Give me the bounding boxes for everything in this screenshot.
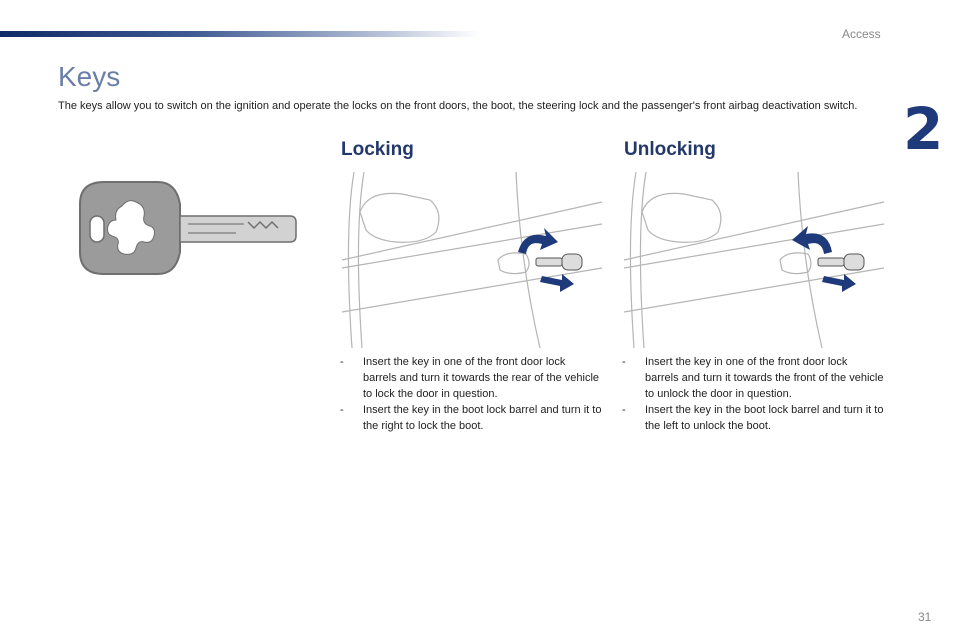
intro-text: The keys allow you to switch on the ignition and operate the locks on the front doors, the boot, the steering lock and the passenger's front airbag deactivation switch. [58,100,858,112]
step-text: Insert the key in the boot lock barrel and turn it to the left to unlock the boot. [645,404,884,432]
page-number: 31 [918,610,932,624]
locking-steps [340,354,602,434]
page-title: Keys [58,61,121,92]
chapter-number: 2 [903,95,944,163]
list-item: - Insert the key in one of the front door lock barrels and turn it towards the front of the vehicle to unlock the door in question. [622,356,884,400]
key-in-lock-icon [818,254,864,270]
key-in-lock-icon [536,254,582,270]
unlocking-steps [622,354,884,434]
unlocking-heading: Unlocking [624,139,716,160]
locking-heading: Locking [341,139,414,160]
key-illustration [76,176,300,280]
list-item: - Insert the key in one of the front door lock barrels and turn it towards the rear of the vehicle to lock the door in question. [340,356,600,400]
door-unlock-illustration [622,172,886,350]
list-item: - Insert the key in the boot lock barrel and turn it to the left to unlock the boot. [622,404,884,432]
door-lock-illustration [340,172,604,350]
step-text: Insert the key in one of the front door lock barrels and turn it towards the rear of the vehicle to lock the door in question. [363,356,600,400]
step-text: Insert the key in one of the front door lock barrels and turn it towards the front of the vehicle to unlock the door in question. [645,356,884,400]
section-label: Access [842,27,881,41]
step-text: Insert the key in the boot lock barrel and turn it to the right to lock the boot. [363,404,602,432]
list-item: - Insert the key in the boot lock barrel and turn it to the right to lock the boot. [340,404,602,432]
header-accent-bar [0,31,480,37]
